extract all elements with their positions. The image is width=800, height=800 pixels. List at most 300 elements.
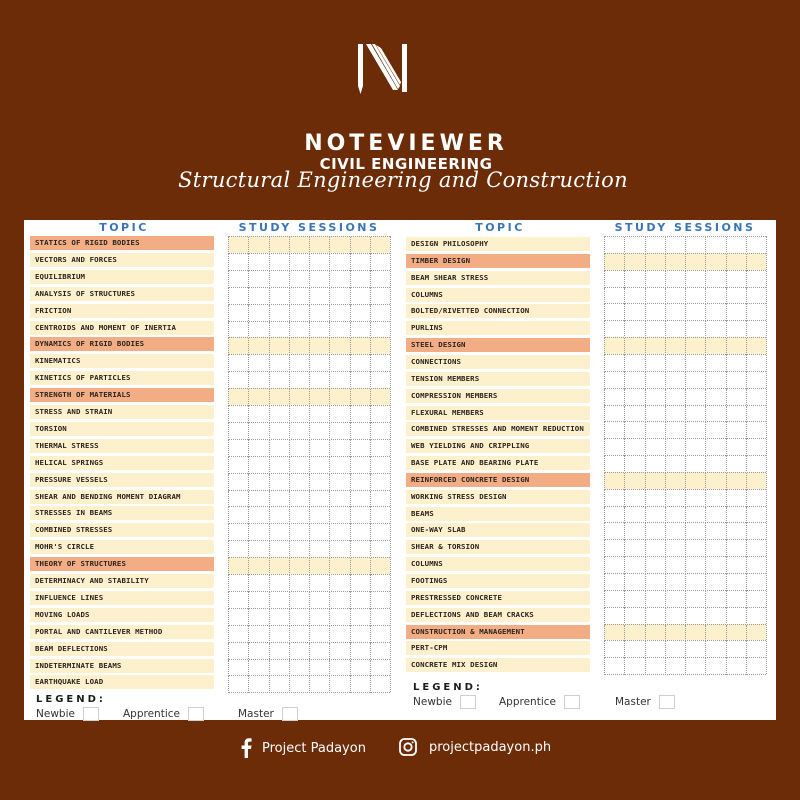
session-cell[interactable] (228, 305, 248, 322)
session-cell[interactable] (248, 271, 268, 288)
session-cell[interactable] (248, 676, 268, 693)
session-cell[interactable] (645, 456, 665, 473)
session-cell[interactable] (228, 575, 248, 592)
session-cell[interactable] (624, 490, 644, 507)
session-cell[interactable] (705, 406, 725, 423)
session-cell[interactable] (705, 507, 725, 524)
session-cell[interactable] (624, 355, 644, 372)
session-cell[interactable] (370, 592, 390, 609)
session-cell[interactable] (329, 355, 349, 372)
session-cell[interactable] (726, 574, 746, 591)
session-cell[interactable] (685, 406, 705, 423)
session-cell[interactable] (705, 321, 725, 338)
session-cell[interactable] (309, 440, 329, 457)
session-cell[interactable] (350, 474, 370, 491)
session-cell[interactable] (665, 389, 685, 406)
session-cell[interactable] (726, 288, 746, 305)
session-cell[interactable] (269, 254, 289, 271)
session-cell[interactable] (746, 254, 766, 271)
session-cell[interactable] (624, 338, 644, 355)
session-cell[interactable] (329, 237, 349, 254)
session-cell[interactable] (604, 338, 624, 355)
session-cell[interactable] (685, 490, 705, 507)
session-cell[interactable] (228, 355, 248, 372)
session-cell[interactable] (269, 355, 289, 372)
session-cell[interactable] (289, 237, 309, 254)
session-cell[interactable] (705, 355, 725, 372)
session-cell[interactable] (645, 355, 665, 372)
session-cell[interactable] (329, 626, 349, 643)
session-cell[interactable] (604, 574, 624, 591)
session-cell[interactable] (705, 490, 725, 507)
session-cell[interactable] (604, 591, 624, 608)
session-cell[interactable] (370, 457, 390, 474)
session-cell[interactable] (746, 439, 766, 456)
session-cell[interactable] (624, 591, 644, 608)
session-cell[interactable] (309, 355, 329, 372)
session-cell[interactable] (248, 592, 268, 609)
session-cell[interactable] (329, 609, 349, 626)
session-cell[interactable] (665, 406, 685, 423)
session-cell[interactable] (604, 254, 624, 271)
session-cell[interactable] (289, 491, 309, 508)
session-cell[interactable] (309, 254, 329, 271)
session-cell[interactable] (329, 440, 349, 457)
session-cell[interactable] (350, 609, 370, 626)
session-cell[interactable] (726, 557, 746, 574)
session-cell[interactable] (705, 422, 725, 439)
session-cell[interactable] (248, 305, 268, 322)
session-cell[interactable] (645, 507, 665, 524)
session-cell[interactable] (289, 660, 309, 677)
session-cell[interactable] (248, 541, 268, 558)
session-cell[interactable] (726, 658, 746, 675)
session-cell[interactable] (248, 389, 268, 406)
session-cell[interactable] (269, 338, 289, 355)
session-cell[interactable] (726, 254, 746, 271)
session-cell[interactable] (329, 254, 349, 271)
session-cell[interactable] (370, 305, 390, 322)
session-cell[interactable] (269, 305, 289, 322)
session-cell[interactable] (685, 288, 705, 305)
session-cell[interactable] (228, 524, 248, 541)
session-cell[interactable] (665, 574, 685, 591)
session-cell[interactable] (269, 524, 289, 541)
session-cell[interactable] (350, 338, 370, 355)
session-cell[interactable] (604, 271, 624, 288)
session-cell[interactable] (726, 406, 746, 423)
session-cell[interactable] (645, 658, 665, 675)
session-cell[interactable] (309, 643, 329, 660)
session-cell[interactable] (248, 237, 268, 254)
session-cell[interactable] (269, 626, 289, 643)
session-cell[interactable] (645, 422, 665, 439)
session-cell[interactable] (309, 457, 329, 474)
session-cell[interactable] (645, 608, 665, 625)
session-cell[interactable] (685, 456, 705, 473)
session-cell[interactable] (309, 626, 329, 643)
session-cell[interactable] (705, 338, 725, 355)
session-cell[interactable] (746, 574, 766, 591)
session-cell[interactable] (705, 271, 725, 288)
session-cell[interactable] (685, 557, 705, 574)
session-cell[interactable] (665, 591, 685, 608)
session-cell[interactable] (329, 643, 349, 660)
session-cell[interactable] (645, 338, 665, 355)
session-cell[interactable] (350, 558, 370, 575)
session-cell[interactable] (269, 643, 289, 660)
session-cell[interactable] (604, 658, 624, 675)
session-cell[interactable] (248, 609, 268, 626)
session-cell[interactable] (350, 592, 370, 609)
apprentice-checkbox[interactable] (188, 707, 204, 721)
session-cell[interactable] (309, 575, 329, 592)
session-cell[interactable] (329, 507, 349, 524)
session-cell[interactable] (269, 474, 289, 491)
session-cell[interactable] (746, 557, 766, 574)
session-cell[interactable] (705, 254, 725, 271)
session-cell[interactable] (624, 523, 644, 540)
session-cell[interactable] (705, 608, 725, 625)
session-cell[interactable] (228, 643, 248, 660)
session-cell[interactable] (705, 288, 725, 305)
session-cell[interactable] (329, 372, 349, 389)
session-cell[interactable] (228, 372, 248, 389)
session-cell[interactable] (746, 406, 766, 423)
session-cell[interactable] (726, 591, 746, 608)
session-cell[interactable] (309, 558, 329, 575)
session-cell[interactable] (248, 474, 268, 491)
facebook-link[interactable] (240, 738, 366, 758)
session-cell[interactable] (289, 609, 309, 626)
session-cell[interactable] (685, 540, 705, 557)
session-cell[interactable] (289, 305, 309, 322)
session-cell[interactable] (350, 271, 370, 288)
session-cell[interactable] (705, 439, 725, 456)
session-cell[interactable] (269, 491, 289, 508)
session-cell[interactable] (269, 592, 289, 609)
session-cell[interactable] (248, 643, 268, 660)
session-cell[interactable] (726, 490, 746, 507)
session-cell[interactable] (726, 389, 746, 406)
session-cell[interactable] (645, 557, 665, 574)
session-cell[interactable] (289, 288, 309, 305)
session-cell[interactable] (624, 422, 644, 439)
session-cell[interactable] (248, 440, 268, 457)
session-cell[interactable] (248, 575, 268, 592)
session-cell[interactable] (746, 523, 766, 540)
session-cell[interactable] (665, 338, 685, 355)
session-cell[interactable] (309, 406, 329, 423)
session-cell[interactable] (309, 305, 329, 322)
session-cell[interactable] (329, 558, 349, 575)
session-cell[interactable] (370, 626, 390, 643)
session-cell[interactable] (726, 456, 746, 473)
session-cell[interactable] (309, 288, 329, 305)
session-cell[interactable] (248, 423, 268, 440)
session-cell[interactable] (705, 540, 725, 557)
session-cell[interactable] (370, 609, 390, 626)
session-cell[interactable] (746, 641, 766, 658)
session-cell[interactable] (269, 372, 289, 389)
session-cell[interactable] (370, 423, 390, 440)
session-cell[interactable] (228, 322, 248, 339)
session-cell[interactable] (665, 237, 685, 254)
session-cell[interactable] (269, 660, 289, 677)
session-cell[interactable] (685, 355, 705, 372)
session-cell[interactable] (370, 389, 390, 406)
session-cell[interactable] (350, 541, 370, 558)
session-cell[interactable] (604, 321, 624, 338)
session-cell[interactable] (705, 625, 725, 642)
session-cell[interactable] (370, 474, 390, 491)
session-cell[interactable] (269, 507, 289, 524)
session-cell[interactable] (289, 440, 309, 457)
session-cell[interactable] (228, 423, 248, 440)
session-cell[interactable] (685, 271, 705, 288)
master-checkbox[interactable] (282, 707, 298, 721)
session-cell[interactable] (269, 288, 289, 305)
session-cell[interactable] (726, 372, 746, 389)
session-cell[interactable] (370, 491, 390, 508)
session-cell[interactable] (746, 288, 766, 305)
session-cell[interactable] (309, 507, 329, 524)
session-cell[interactable] (248, 288, 268, 305)
session-cell[interactable] (370, 643, 390, 660)
session-cell[interactable] (370, 507, 390, 524)
session-cell[interactable] (350, 643, 370, 660)
session-cell[interactable] (604, 406, 624, 423)
session-cell[interactable] (726, 321, 746, 338)
session-cell[interactable] (350, 288, 370, 305)
session-cell[interactable] (624, 321, 644, 338)
session-cell[interactable] (248, 507, 268, 524)
session-cell[interactable] (645, 540, 665, 557)
session-cell[interactable] (645, 321, 665, 338)
session-cell[interactable] (604, 372, 624, 389)
session-cell[interactable] (228, 389, 248, 406)
session-cell[interactable] (289, 423, 309, 440)
session-cell[interactable] (228, 676, 248, 693)
session-cell[interactable] (370, 575, 390, 592)
session-cell[interactable] (228, 254, 248, 271)
session-cell[interactable] (746, 389, 766, 406)
session-cell[interactable] (370, 254, 390, 271)
session-cell[interactable] (350, 491, 370, 508)
session-cell[interactable] (604, 625, 624, 642)
session-cell[interactable] (624, 557, 644, 574)
session-cell[interactable] (350, 372, 370, 389)
session-cell[interactable] (624, 625, 644, 642)
session-cell[interactable] (705, 456, 725, 473)
session-cell[interactable] (685, 439, 705, 456)
session-cell[interactable] (289, 626, 309, 643)
session-cell[interactable] (624, 507, 644, 524)
session-cell[interactable] (705, 523, 725, 540)
session-cell[interactable] (604, 355, 624, 372)
session-cell[interactable] (248, 491, 268, 508)
session-cell[interactable] (370, 406, 390, 423)
session-cell[interactable] (289, 541, 309, 558)
session-cell[interactable] (350, 237, 370, 254)
session-cell[interactable] (726, 473, 746, 490)
session-cell[interactable] (289, 355, 309, 372)
session-cell[interactable] (624, 372, 644, 389)
session-cell[interactable] (746, 271, 766, 288)
session-cell[interactable] (645, 439, 665, 456)
session-cell[interactable] (685, 372, 705, 389)
session-cell[interactable] (269, 423, 289, 440)
session-cell[interactable] (350, 389, 370, 406)
session-cell[interactable] (604, 507, 624, 524)
session-cell[interactable] (665, 422, 685, 439)
session-cell[interactable] (289, 507, 309, 524)
session-cell[interactable] (685, 422, 705, 439)
session-cell[interactable] (309, 609, 329, 626)
session-cell[interactable] (309, 524, 329, 541)
session-cell[interactable] (248, 338, 268, 355)
session-cell[interactable] (370, 322, 390, 339)
session-cell[interactable] (746, 608, 766, 625)
session-cell[interactable] (329, 491, 349, 508)
session-cell[interactable] (248, 254, 268, 271)
session-cell[interactable] (726, 237, 746, 254)
session-cell[interactable] (269, 558, 289, 575)
session-cell[interactable] (746, 540, 766, 557)
session-cell[interactable] (309, 322, 329, 339)
session-cell[interactable] (329, 271, 349, 288)
session-cell[interactable] (350, 406, 370, 423)
session-cell[interactable] (685, 254, 705, 271)
session-cell[interactable] (228, 609, 248, 626)
session-cell[interactable] (289, 338, 309, 355)
session-cell[interactable] (370, 524, 390, 541)
session-cell[interactable] (624, 237, 644, 254)
session-cell[interactable] (685, 507, 705, 524)
session-cell[interactable] (329, 423, 349, 440)
session-cell[interactable] (228, 271, 248, 288)
session-cell[interactable] (269, 440, 289, 457)
session-cell[interactable] (726, 523, 746, 540)
session-cell[interactable] (350, 676, 370, 693)
session-cell[interactable] (645, 389, 665, 406)
session-cell[interactable] (350, 626, 370, 643)
session-cell[interactable] (624, 288, 644, 305)
session-cell[interactable] (645, 406, 665, 423)
session-cell[interactable] (726, 304, 746, 321)
session-cell[interactable] (645, 254, 665, 271)
session-cell[interactable] (665, 557, 685, 574)
session-cell[interactable] (350, 457, 370, 474)
session-cell[interactable] (746, 355, 766, 372)
session-cell[interactable] (726, 507, 746, 524)
session-cell[interactable] (350, 322, 370, 339)
session-cell[interactable] (624, 271, 644, 288)
session-cell[interactable] (329, 660, 349, 677)
session-cell[interactable] (685, 625, 705, 642)
session-cell[interactable] (228, 541, 248, 558)
session-cell[interactable] (604, 288, 624, 305)
session-cell[interactable] (289, 271, 309, 288)
session-cell[interactable] (228, 592, 248, 609)
session-cell[interactable] (624, 304, 644, 321)
session-cell[interactable] (645, 625, 665, 642)
session-cell[interactable] (350, 254, 370, 271)
session-cell[interactable] (705, 658, 725, 675)
session-cell[interactable] (746, 338, 766, 355)
session-cell[interactable] (746, 237, 766, 254)
instagram-link[interactable] (399, 738, 551, 756)
session-cell[interactable] (685, 304, 705, 321)
session-cell[interactable] (329, 676, 349, 693)
session-cell[interactable] (705, 574, 725, 591)
session-cell[interactable] (350, 660, 370, 677)
session-cell[interactable] (624, 540, 644, 557)
session-cell[interactable] (705, 372, 725, 389)
session-cell[interactable] (309, 389, 329, 406)
session-cell[interactable] (624, 641, 644, 658)
session-cell[interactable] (665, 288, 685, 305)
session-cell[interactable] (604, 557, 624, 574)
session-cell[interactable] (665, 456, 685, 473)
session-cell[interactable] (726, 608, 746, 625)
session-cell[interactable] (746, 304, 766, 321)
session-cell[interactable] (645, 574, 665, 591)
session-cell[interactable] (665, 608, 685, 625)
session-cell[interactable] (624, 439, 644, 456)
session-cell[interactable] (248, 558, 268, 575)
session-cell[interactable] (645, 641, 665, 658)
session-cell[interactable] (309, 372, 329, 389)
session-cell[interactable] (645, 523, 665, 540)
master-checkbox[interactable] (659, 695, 675, 709)
session-cell[interactable] (705, 389, 725, 406)
session-cell[interactable] (746, 321, 766, 338)
session-cell[interactable] (248, 322, 268, 339)
session-cell[interactable] (350, 355, 370, 372)
session-cell[interactable] (228, 474, 248, 491)
session-cell[interactable] (370, 676, 390, 693)
session-cell[interactable] (370, 558, 390, 575)
session-cell[interactable] (309, 271, 329, 288)
session-cell[interactable] (645, 304, 665, 321)
session-cell[interactable] (228, 507, 248, 524)
session-cell[interactable] (624, 254, 644, 271)
session-cell[interactable] (685, 523, 705, 540)
newbie-checkbox[interactable] (83, 707, 99, 721)
session-cell[interactable] (370, 440, 390, 457)
session-cell[interactable] (624, 473, 644, 490)
session-cell[interactable] (746, 422, 766, 439)
session-cell[interactable] (685, 641, 705, 658)
session-cell[interactable] (269, 271, 289, 288)
session-cell[interactable] (309, 676, 329, 693)
session-cell[interactable] (248, 524, 268, 541)
session-cell[interactable] (248, 355, 268, 372)
session-cell[interactable] (350, 575, 370, 592)
session-cell[interactable] (329, 541, 349, 558)
session-cell[interactable] (624, 456, 644, 473)
session-cell[interactable] (228, 626, 248, 643)
session-cell[interactable] (248, 406, 268, 423)
session-cell[interactable] (370, 355, 390, 372)
session-cell[interactable] (329, 474, 349, 491)
session-cell[interactable] (370, 660, 390, 677)
session-cell[interactable] (269, 457, 289, 474)
session-cell[interactable] (685, 338, 705, 355)
session-cell[interactable] (248, 457, 268, 474)
session-cell[interactable] (705, 557, 725, 574)
